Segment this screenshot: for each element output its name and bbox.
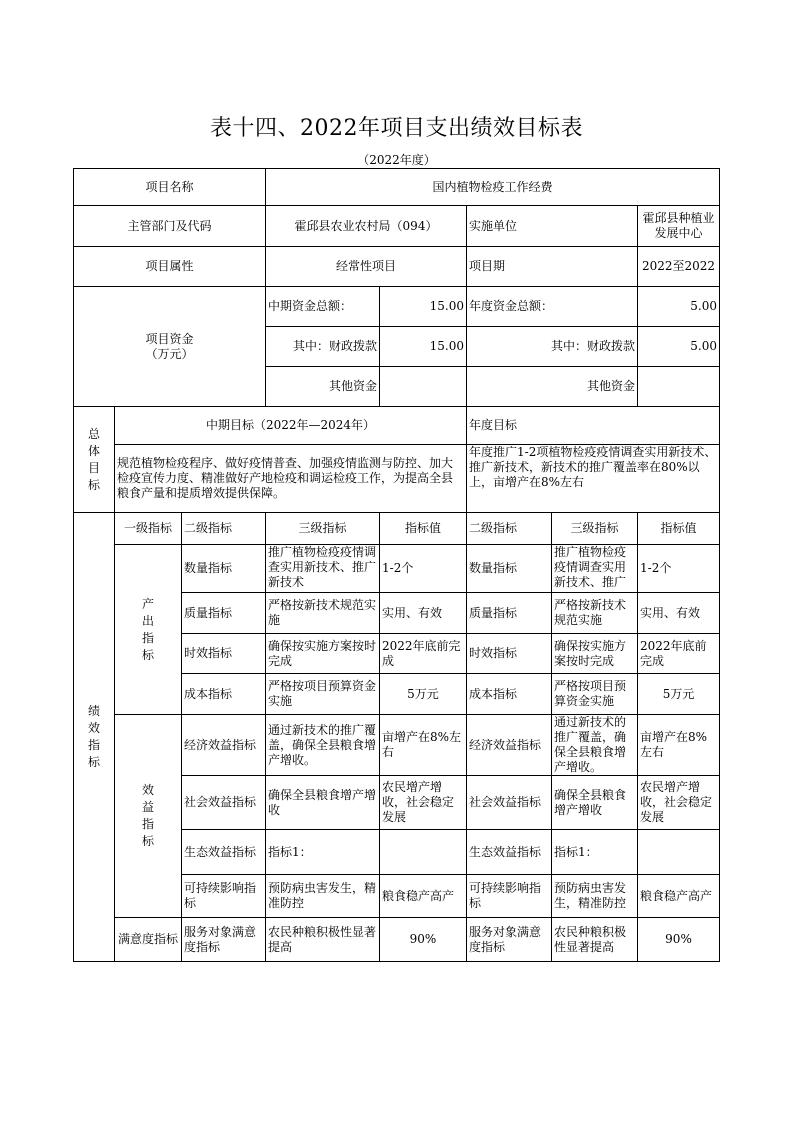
cell-valueb: 5万元	[638, 674, 720, 715]
cell-l3: 通过新技术的推广覆盖，确保全县粮食增产增收。	[266, 715, 380, 776]
mid-fiscal-label: 其中：财政拨款	[266, 327, 380, 367]
output-indicator-label: 产 出 指 标	[115, 545, 182, 715]
funds-label	[74, 287, 266, 407]
cell-valueb: 农民增产增收，社会稳定发展	[638, 776, 720, 830]
header-level2b: 二级指标	[467, 513, 552, 545]
row-overall-content	[74, 445, 720, 513]
annual-fiscal-value: 5.00	[638, 327, 720, 367]
cell-l3: 推广植物检疫疫情调查实用新技术、推广新技术	[266, 545, 380, 593]
annual-target-header: 年度目标	[467, 407, 720, 445]
row-attribute	[74, 247, 720, 287]
cell-l3: 严格按新技术规范实施	[266, 593, 380, 634]
attr-value: 经常性项目	[266, 247, 467, 287]
header-level3b: 三级指标	[552, 513, 638, 545]
cell-l3b: 指标1：	[552, 830, 638, 875]
impl-unit-value: 霍邱县种植业发展中心	[638, 206, 720, 247]
performance-label: 绩 效 指 标	[74, 513, 115, 962]
project-name-value: 国内植物检疫工作经费	[266, 169, 720, 206]
annual-other-value	[638, 367, 720, 407]
header-level1: 一级指标	[115, 513, 182, 545]
attr-label: 项目属性	[74, 247, 266, 287]
cell-l2b: 可持续影响指标	[467, 875, 552, 918]
cell-value	[380, 830, 467, 875]
cell-l2: 服务对象满意度指标	[182, 918, 266, 962]
table-row	[74, 545, 720, 593]
satisfaction-indicator-label: 满意度指标	[115, 918, 182, 962]
project-name-label: 项目名称	[74, 169, 266, 206]
cell-l2: 经济效益指标	[182, 715, 266, 776]
cell-valueb: 实用、有效	[638, 593, 720, 634]
mid-total-value: 15.00	[380, 287, 467, 327]
cell-value: 亩增产在8%左右	[380, 715, 467, 776]
funds-label-line2: （万元）	[145, 346, 194, 361]
period-value: 2022至2022	[638, 247, 720, 287]
cell-l2: 成本指标	[182, 674, 266, 715]
cell-l2: 数量指标	[182, 545, 266, 593]
dept-value: 霍邱县农业农村局（094）	[266, 206, 467, 247]
row-overall-header	[74, 407, 720, 445]
cell-l3: 预防病虫害发生，精准防控	[266, 875, 380, 918]
table-row	[74, 715, 720, 776]
row-department	[74, 206, 720, 247]
page-title: 表十四、2022年项目支出绩效目标表	[210, 116, 583, 141]
header-valueb: 指标值	[638, 513, 720, 545]
cell-value: 实用、有效	[380, 593, 467, 634]
overall-target-label: 总 体 目 标	[74, 407, 115, 513]
mid-target-text: 规范植物检疫程序、做好疫情普查、加强疫情监测与防控、加大检疫宣传力度、精准做好产地检疫和调运检疫工作，为提高全县粮食产量和提质增效提供保障。	[115, 445, 467, 513]
table-row	[74, 918, 720, 962]
cell-l3b: 预防病虫害发生，精准防控	[552, 875, 638, 918]
cell-valueb: 亩增产在8%左右	[638, 715, 720, 776]
cell-valueb: 90%	[638, 918, 720, 962]
mid-other-value	[380, 367, 467, 407]
annual-total-label: 年度资金总额：	[467, 287, 638, 327]
cell-l3b: 严格按项目预算资金实施	[552, 674, 638, 715]
header-level2: 二级指标	[182, 513, 266, 545]
cell-l3b: 推广植物检疫疫情调查实用新技术、推广	[552, 545, 638, 593]
cell-l3: 农民种粮积极性显著提高	[266, 918, 380, 962]
cell-valueb: 1-2个	[638, 545, 720, 593]
mid-fiscal-value: 15.00	[380, 327, 467, 367]
funds-label-line1: 项目资金	[145, 331, 194, 346]
cell-l2b: 数量指标	[467, 545, 552, 593]
mid-other-label: 其他资金	[266, 367, 380, 407]
annual-total-value: 5.00	[638, 287, 720, 327]
row-performance-header	[74, 513, 720, 545]
performance-target-table	[73, 168, 720, 962]
mid-target-header: 中期目标（2022年—2024年）	[115, 407, 467, 445]
impl-unit-label: 实施单位	[467, 206, 638, 247]
cell-valueb: 2022年底前完成	[638, 634, 720, 674]
cell-l3: 严格按项目预算资金实施	[266, 674, 380, 715]
benefit-indicator-label: 效 益 指 标	[115, 715, 182, 918]
cell-l2b: 时效指标	[467, 634, 552, 674]
cell-l3b: 通过新技术的推广覆盖，确保全县粮食增产增收。	[552, 715, 638, 776]
period-label: 项目期	[467, 247, 638, 287]
cell-l2: 社会效益指标	[182, 776, 266, 830]
cell-l2b: 生态效益指标	[467, 830, 552, 875]
row-project-name	[74, 169, 720, 206]
cell-l3: 确保按实施方案按时完成	[266, 634, 380, 674]
cell-value: 粮食稳产高产	[380, 875, 467, 918]
cell-l2b: 社会效益指标	[467, 776, 552, 830]
annual-other-label: 其他资金	[467, 367, 638, 407]
year-note: （2022年度）	[357, 153, 436, 167]
cell-l2: 质量指标	[182, 593, 266, 634]
cell-value: 1-2个	[380, 545, 467, 593]
cell-l3b: 严格按新技术规范实施	[552, 593, 638, 634]
cell-l3b: 确保全县粮食增产增收	[552, 776, 638, 830]
cell-l3b: 确保按实施方案按时完成	[552, 634, 638, 674]
cell-l2b: 经济效益指标	[467, 715, 552, 776]
mid-total-label: 中期资金总额：	[266, 287, 380, 327]
cell-l2: 时效指标	[182, 634, 266, 674]
dept-label: 主管部门及代码	[74, 206, 266, 247]
cell-value: 5万元	[380, 674, 467, 715]
cell-l2: 可持续影响指标	[182, 875, 266, 918]
cell-l3b: 农民种粮积极性显著提高	[552, 918, 638, 962]
cell-valueb: 粮食稳产高产	[638, 875, 720, 918]
cell-value: 90%	[380, 918, 467, 962]
cell-l2b: 质量指标	[467, 593, 552, 634]
cell-value: 2022年底前完成	[380, 634, 467, 674]
header-value: 指标值	[380, 513, 467, 545]
cell-value: 农民增产增收，社会稳定发展	[380, 776, 467, 830]
row-funds-total	[74, 287, 720, 327]
header-level3: 三级指标	[266, 513, 380, 545]
cell-l3: 确保全县粮食增产增收	[266, 776, 380, 830]
cell-l2b: 成本指标	[467, 674, 552, 715]
cell-valueb	[638, 830, 720, 875]
cell-l3: 指标1：	[266, 830, 380, 875]
cell-l2b: 服务对象满意度指标	[467, 918, 552, 962]
annual-target-text: 年度推广1-2项植物检疫疫情调查实用新技术、推广新技术，新技术的推广覆盖率在80%以上，亩增产在8%左右	[467, 445, 720, 513]
annual-fiscal-label: 其中：财政拨款	[467, 327, 638, 367]
cell-l2: 生态效益指标	[182, 830, 266, 875]
